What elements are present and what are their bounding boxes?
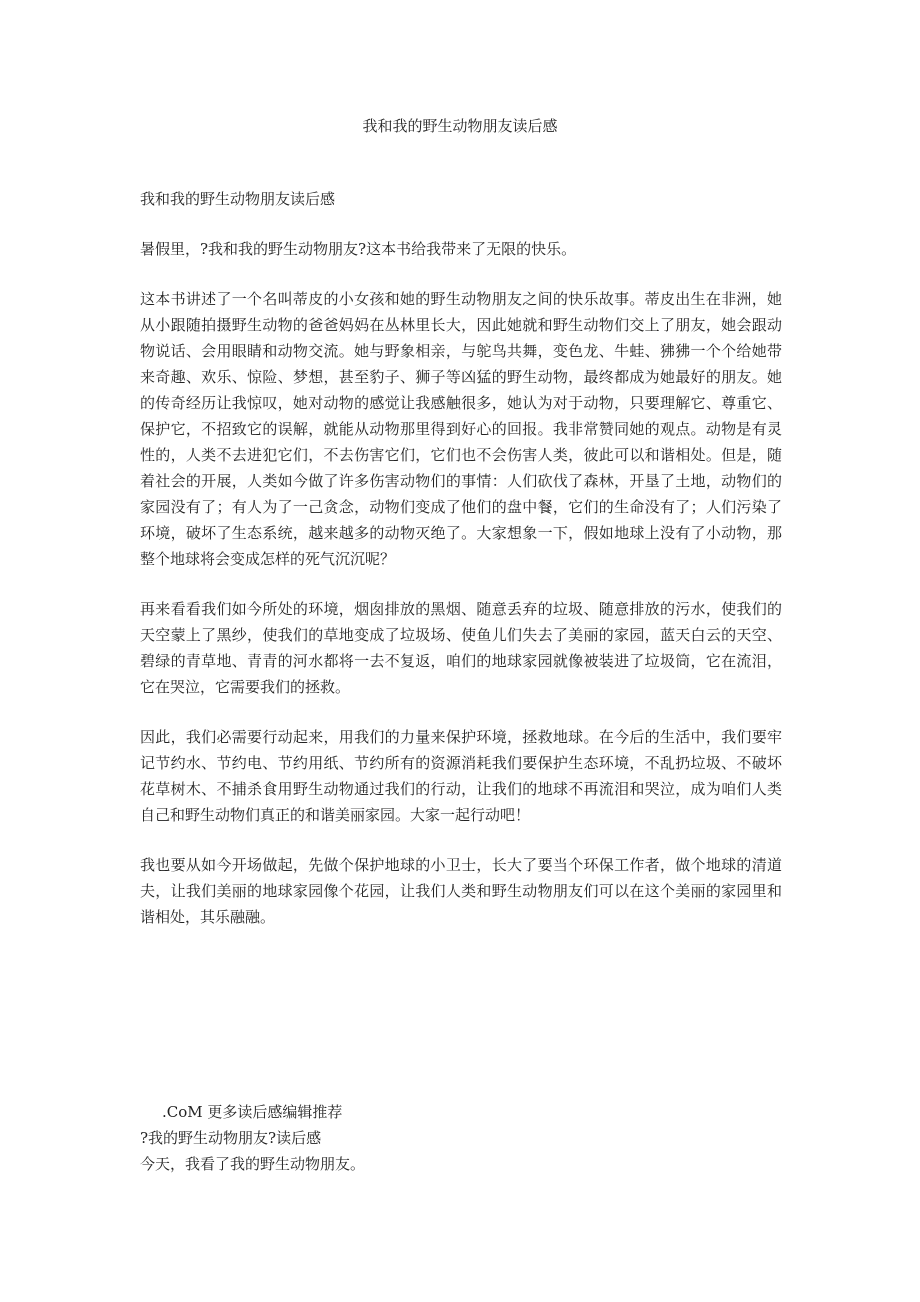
paragraph-action: 因此，我们必需要行动起来，用我们的力量来保护环境，拯救地球。在今后的生活中，我们要牢记节约水、节约电、节约用纸、节约所有的资源消耗我们要保护生态环境，不乱扔垃圾、不破坏花草树木、不捕杀食用野生动物通过我们的行动，让我们的地球不再流泪和哭泣，成为咱们人类自己和野生动物们真正的和谐美丽家园。大家一起行动吧！	[140, 728, 782, 824]
related-article-excerpt: 今天，我看了我的野生动物朋友。	[140, 1155, 366, 1173]
related-article-link[interactable]: ?我的野生动物朋友?读后感	[140, 1129, 322, 1147]
paragraph-intro: 暑假里，?我和我的野生动物朋友?这本书给我带来了无限的快乐。	[140, 240, 577, 258]
paragraph-environment: 再来看看我们如今所处的环境，烟囱排放的黑烟、随意丢弃的垃圾、随意排放的污水，使我们的天空蒙上了黑纱，使我们的草地变成了垃圾场、使鱼儿们失去了美丽的家园，蓝天白云的天空、碧绿的青草地、青青的河水都将一去不复返，咱们的地球家园就像被装进了垃圾筒，它在流泪，它在哭泣，它需要我们的拯救。	[140, 600, 782, 696]
document-subtitle: 我和我的野生动物朋友读后感	[140, 190, 336, 208]
paragraph-story: 这本书讲述了一个名叫蒂皮的小女孩和她的野生动物朋友之间的快乐故事。蒂皮出生在非洲，她从小跟随拍摄野生动物的爸爸妈妈在丛林里长大，因此她就和野生动物们交上了朋友，她会跟动物说话、会用眼睛和动物交流。她与野象相亲，与鸵鸟共舞，变色龙、牛蛙、狒狒一个个给她带来奇趣、欢乐、惊险、梦想，甚至豹子、狮子等凶猛的野生动物，最终都成为她最好的朋友。她的传奇经历让我惊叹，她对动物的感觉让我感触很多，她认为对于动物，只要理解它、尊重它、保护它，不招致它的误解，就能从动物那里得到好心的回报。我非常赞同她的观点。动物是有灵性的，人类不去进犯它们，不去伤害它们，它们也不会伤害人类，彼此可以和谐相处。但是，随着社会的开展，人类如今做了许多伤害动物们的事情：人们砍伐了森林，开垦了土地，动物们的家园没有了；有人为了一己贪念，动物们变成了他们的盘中餐，它们的生命没有了；人们污染了环境，破坏了生态系统，越来越多的动物灭绝了。大家想象一下，假如地球上没有了小动物，那整个地球将会变成怎样的死气沉沉呢？	[140, 290, 782, 568]
document-title: 我和我的野生动物朋友读后感	[362, 117, 558, 135]
recommendation-section	[140, 1099, 782, 1177]
document-body	[140, 186, 782, 954]
recommend-heading: .CoM 更多读后感编辑推荐	[162, 1103, 343, 1121]
paragraph-conclusion: 我也要从如今开场做起，先做个保护地球的小卫士，长大了要当个环保工作者，做个地球的清道夫，让我们美丽的地球家园像个花园，让我们人类和野生动物朋友们可以在这个美丽的家园里和谐相处，其乐融融。	[140, 856, 782, 926]
